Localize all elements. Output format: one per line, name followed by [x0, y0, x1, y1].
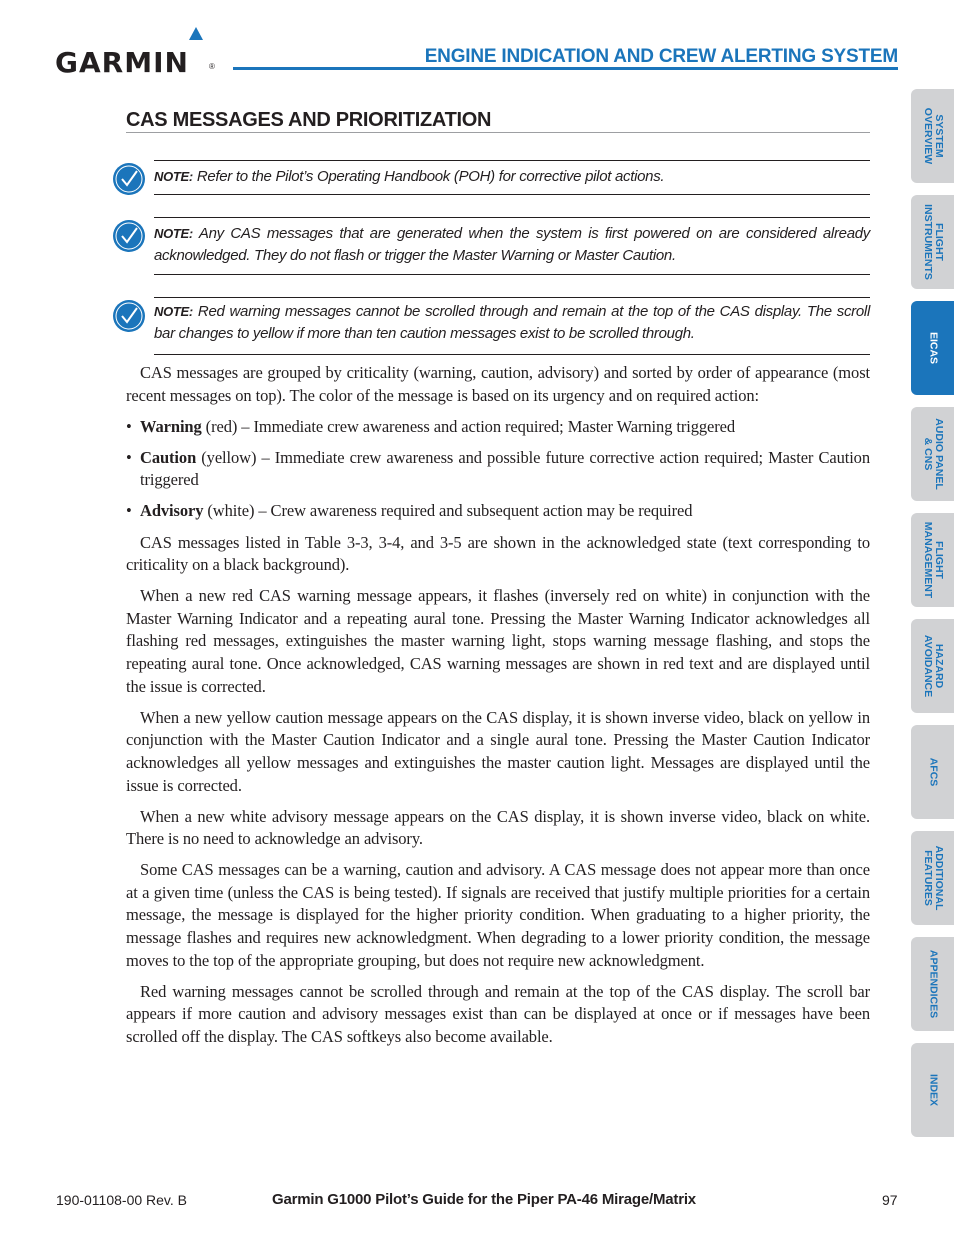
paragraph: When a new yellow caution message appears on the CAS display, it is shown inverse video, black on yellow in conjunction with the Master Caution Indicator and a single aural tone. Pressing the Master Caution Indicator acknowledges all yellow messages and extinguishes the master caution light. Messages are displayed until the issue is corrected. [126, 707, 870, 795]
tab-eicas[interactable] [911, 301, 954, 395]
tab-label: HAZARD AVOIDANCE [921, 634, 945, 698]
tab-label: EICAS [927, 331, 939, 365]
page-title: CAS MESSAGES AND PRIORITIZATION [126, 109, 492, 131]
note-text [154, 161, 870, 188]
tab-label: AFCS [927, 757, 939, 787]
note-2 [112, 217, 870, 277]
note-body: Refer to the Pilot’s Operating Handbook (POH) for corrective pilot actions. [192, 168, 665, 185]
bullet-text: (red) – Immediate crew awareness and action required; Master Warning triggered [201, 416, 736, 436]
bullet-term: Warning [140, 416, 202, 436]
paragraph: When a new red CAS warning message appears, it flashes (inversely red on white) in conjunction with the Master Warning Indicator and a repeating aural tone. Pressing the Master Warning Indicator acknowledges all flashing red messages, extinguishes the master warning light, stops warning message flashing, and stops the repeating aural tone. Once acknowledged, CAS warning messages are shown in red text and are displayed until the issue is corrected. [126, 586, 870, 696]
tab-system-overview[interactable] [911, 89, 954, 183]
note-checkmark-icon [112, 299, 146, 333]
title-rule [126, 132, 870, 133]
note-body: Any CAS messages that are generated when the system is first powered on are considered already acknowledged. They do not flash or trigger the Master Warning or Master Caution. [154, 225, 870, 264]
tab-audio-panel-cns[interactable] [911, 407, 954, 501]
note-box [154, 217, 870, 275]
note-label: NOTE: [154, 304, 193, 319]
paragraph: CAS messages are grouped by criticality (warning, caution, advisory) and sorted by order of appearance (most recent messages on top). The color of the message is based on its urgency and on required action: [126, 363, 870, 405]
tab-label: APPENDICES [927, 949, 939, 1019]
tab-hazard-avoidance[interactable] [911, 619, 954, 713]
note-3 [112, 297, 870, 357]
bullet-item-advisory: • Advisory (white) – Crew awareness required and subsequent action may be required [126, 501, 693, 521]
section-header: ENGINE INDICATION AND CREW ALERTING SYSTEM [424, 46, 898, 67]
tab-label: FLIGHT INSTRUMENTS [921, 204, 945, 280]
bullet-text: (white) – Crew awareness required and subsequent action may be required [203, 501, 693, 521]
tab-flight-instruments[interactable] [911, 195, 954, 289]
tab-appendices[interactable] [911, 937, 954, 1031]
footer-doc-number: 190-01108-00 Rev. B [56, 1192, 188, 1208]
tab-additional-features[interactable] [911, 831, 954, 925]
note-body: Red warning messages cannot be scrolled through and remain at the top of the CAS display. The scroll bar changes to yellow if more than ten caution messages exist to be scrolled through. [154, 303, 870, 342]
note-box [154, 297, 870, 355]
note-checkmark-icon [112, 162, 146, 196]
note-box [154, 160, 870, 195]
paragraph: When a new white advisory message appears on the CAS display, it is shown inverse video, black on white. There is no need to acknowledge an advisory. [126, 806, 870, 849]
paragraph: Red warning messages cannot be scrolled through and remain at the top of the CAS display. The scroll bar appears if more caution and advisory messages exist than can be displayed at once or if messages have been scrolled off the display. The CAS softkeys also become available. [126, 981, 870, 1046]
note-checkmark-icon [112, 219, 146, 253]
tab-index[interactable] [911, 1043, 954, 1137]
tab-label: ADDITIONAL FEATURES [921, 845, 945, 911]
tab-afcs[interactable] [911, 725, 954, 819]
note-label: NOTE: [154, 169, 193, 184]
registered-mark: ® [209, 62, 215, 71]
garmin-triangle-icon [188, 26, 204, 42]
bullet-term: Advisory [140, 501, 204, 521]
bullet-item-caution: • Caution (yellow) – Immediate crew awareness and possible future corrective action required; Master Caution triggered [126, 447, 870, 490]
paragraph: CAS messages listed in Table 3-3, 3-4, and 3-5 are shown in the acknowledged state (text corresponding to criticality on a black background). [126, 532, 870, 575]
note-text [154, 298, 870, 345]
body-text [126, 362, 870, 1057]
tab-label: FLIGHT MANAGEMENT [921, 521, 945, 599]
tab-label: SYSTEM OVERVIEW [921, 107, 945, 165]
note-1 [112, 160, 870, 196]
bullet-item-warning: • Warning (red) – Immediate crew awareness and action required; Master Warning triggered [126, 416, 736, 436]
garmin-wordmark: GARMIN [55, 46, 189, 79]
tab-label: INDEX [927, 1073, 939, 1107]
note-text [154, 218, 870, 267]
footer-guide-title: Garmin G1000 Pilot’s Guide for the Piper PA-46 Mirage/Matrix [272, 1191, 696, 1208]
header-rule [233, 67, 898, 70]
tab-flight-management[interactable] [911, 513, 954, 607]
bullet-term: Caution [140, 447, 197, 467]
footer-page-number: 97 [882, 1192, 898, 1208]
paragraph: Some CAS messages can be a warning, caution and advisory. A CAS message does not appear more than once at a given time (unless the CAS is being tested). If signals are received that justify multiple priorities for a certain message, the message is displayed for the higher priority condition. When graduating to a higher priority, the message flashes and requires new acknowledgment. When degrading to a lower priority condition, the message moves to the top of the appropriate grouping, but does not require new acknowledgment. [126, 860, 870, 970]
note-label: NOTE: [154, 226, 193, 241]
garmin-logo [55, 26, 220, 79]
bullet-text: (yellow) – Immediate crew awareness and possible future corrective action required; Master Caution triggered [140, 447, 870, 490]
tab-label: AUDIO PANEL & CNS [921, 418, 945, 490]
